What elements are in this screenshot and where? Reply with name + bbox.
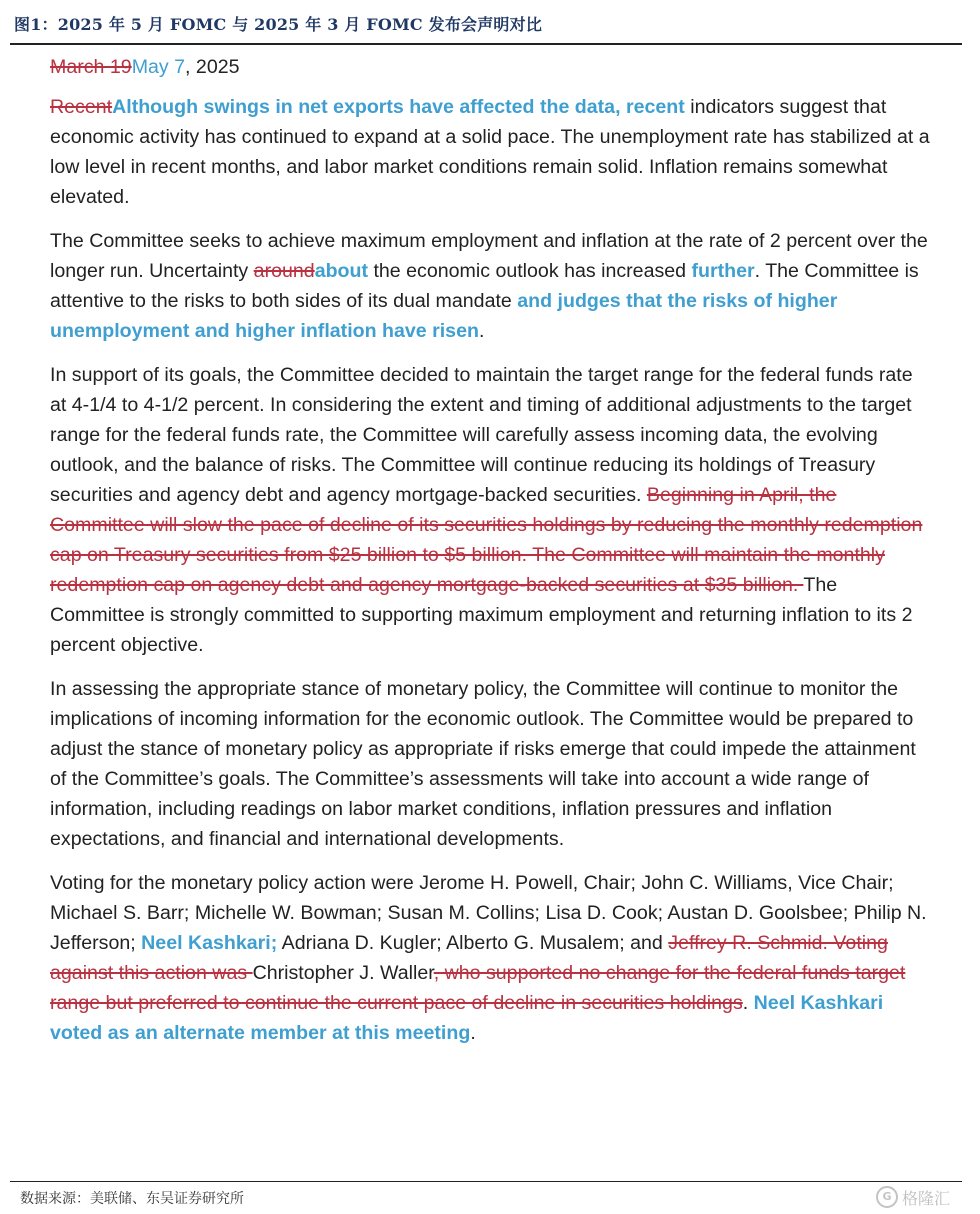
body-text: the economic outlook has increased bbox=[368, 260, 692, 282]
top-rule bbox=[10, 43, 962, 45]
deleted-date: March 19 bbox=[50, 56, 132, 78]
body-text: . bbox=[742, 992, 754, 1014]
paragraph-economic-activity bbox=[50, 92, 930, 212]
inserted-text: and judges that the risks of higher unemployment and higher inflation have risen bbox=[50, 290, 838, 342]
watermark-logo-icon: G bbox=[876, 1186, 898, 1208]
body-text: indicators suggest that economic activity has continued to expand at a solid pace. The unemployment rate has stabilized at a low level in recent months, and labor market conditions remain solid. Inflation remains somewhat elevated. bbox=[50, 96, 930, 208]
body-text: Christopher J. Waller bbox=[252, 962, 434, 984]
body-text: . bbox=[470, 1022, 476, 1044]
inserted-text: further bbox=[691, 260, 755, 282]
inserted-date: May 7 bbox=[131, 56, 186, 78]
body-text: Voting for the monetary policy action were Jerome H. Powell, Chair; John C. Williams, Vice Chair; Michael S. Barr; Michelle W. Bowman; Susan M. Collins; Lisa D. Cook; Austan D. Goolsbee; Philip N. Jefferson; bbox=[50, 872, 927, 954]
inserted-text: Neel Kashkari voted as an alternate member at this meeting bbox=[50, 992, 884, 1044]
figure-title: 图1：2025 年 5 月 FOMC 与 2025 年 3 月 FOMC 发布会声明对比 bbox=[14, 15, 543, 34]
date-year: , 2025 bbox=[185, 56, 240, 78]
inserted-text: Neel Kashkari; bbox=[141, 932, 278, 954]
watermark bbox=[876, 1184, 966, 1210]
body-text: Adriana D. Kugler; Alberto G. Musalem; and bbox=[277, 932, 669, 954]
bottom-rule bbox=[10, 1181, 962, 1182]
deleted-text: Beginning in April, the Committee will slow the pace of decline of its securities holdings by reducing the monthly redemption cap on Treasury securities from $25 billion to $5 billion. The Committee will maintain the monthly redemption cap on agency debt and agency mortgage-backed securities at $35 billion. bbox=[50, 484, 923, 596]
body-text: . The Committee is attentive to the risks to both sides of its dual mandate bbox=[50, 260, 919, 312]
body-text: The Committee seeks to achieve maximum employment and inflation at the rate of 2 percent over the longer run. Uncertainty bbox=[50, 230, 928, 282]
deleted-text: Jeffrey R. Schmid. Voting against this action was bbox=[50, 932, 888, 984]
body-text: . bbox=[478, 320, 485, 342]
watermark-text: 格隆汇 bbox=[902, 1188, 951, 1208]
body-text: The Committee is strongly committed to supporting maximum employment and returning inflation to its 2 percent objective. bbox=[50, 574, 913, 656]
paragraph-policy-stance bbox=[50, 674, 930, 854]
inserted-text: Although swings in net exports have affected the data, recent bbox=[112, 96, 685, 118]
paragraph-voting bbox=[50, 868, 930, 1048]
deleted-text: around bbox=[253, 260, 315, 282]
body-text: In assessing the appropriate stance of monetary policy, the Committee will continue to monitor the implications of incoming information for the economic outlook. The Committee would be prepared to adjust the stance of monetary policy as appropriate if risks emerge that could impede the attainment of the Committee’s goals. The Committee’s assessments will take into account a wide range of information, including readings on labor market conditions, inflation pressures and inflation expectations, and financial and international developments. bbox=[50, 678, 916, 850]
deleted-text: Recent bbox=[50, 96, 113, 118]
inserted-text: about bbox=[314, 260, 369, 282]
paragraph-policy-decision bbox=[50, 360, 930, 660]
deleted-text: , who supported no change for the federal funds target range but preferred to continue the current pace of decline in securities holdings bbox=[50, 962, 906, 1014]
source-note: 数据来源：美联储、东吴证券研究所 bbox=[20, 1191, 244, 1207]
statement-date bbox=[50, 52, 930, 82]
body-text: In support of its goals, the Committee decided to maintain the target range for the federal funds rate at 4-1/4 to 4-1/2 percent. In considering the extent and timing of additional adjustments to the target range for the federal funds rate, the Committee will carefully assess incoming data, the evolving outlook, and the balance of risks. The Committee will continue reducing its holdings of Treasury securities and agency debt and agency mortgage-backed securities. bbox=[50, 364, 913, 506]
statement-comparison bbox=[50, 52, 930, 1177]
paragraph-committee-goals bbox=[50, 226, 930, 346]
